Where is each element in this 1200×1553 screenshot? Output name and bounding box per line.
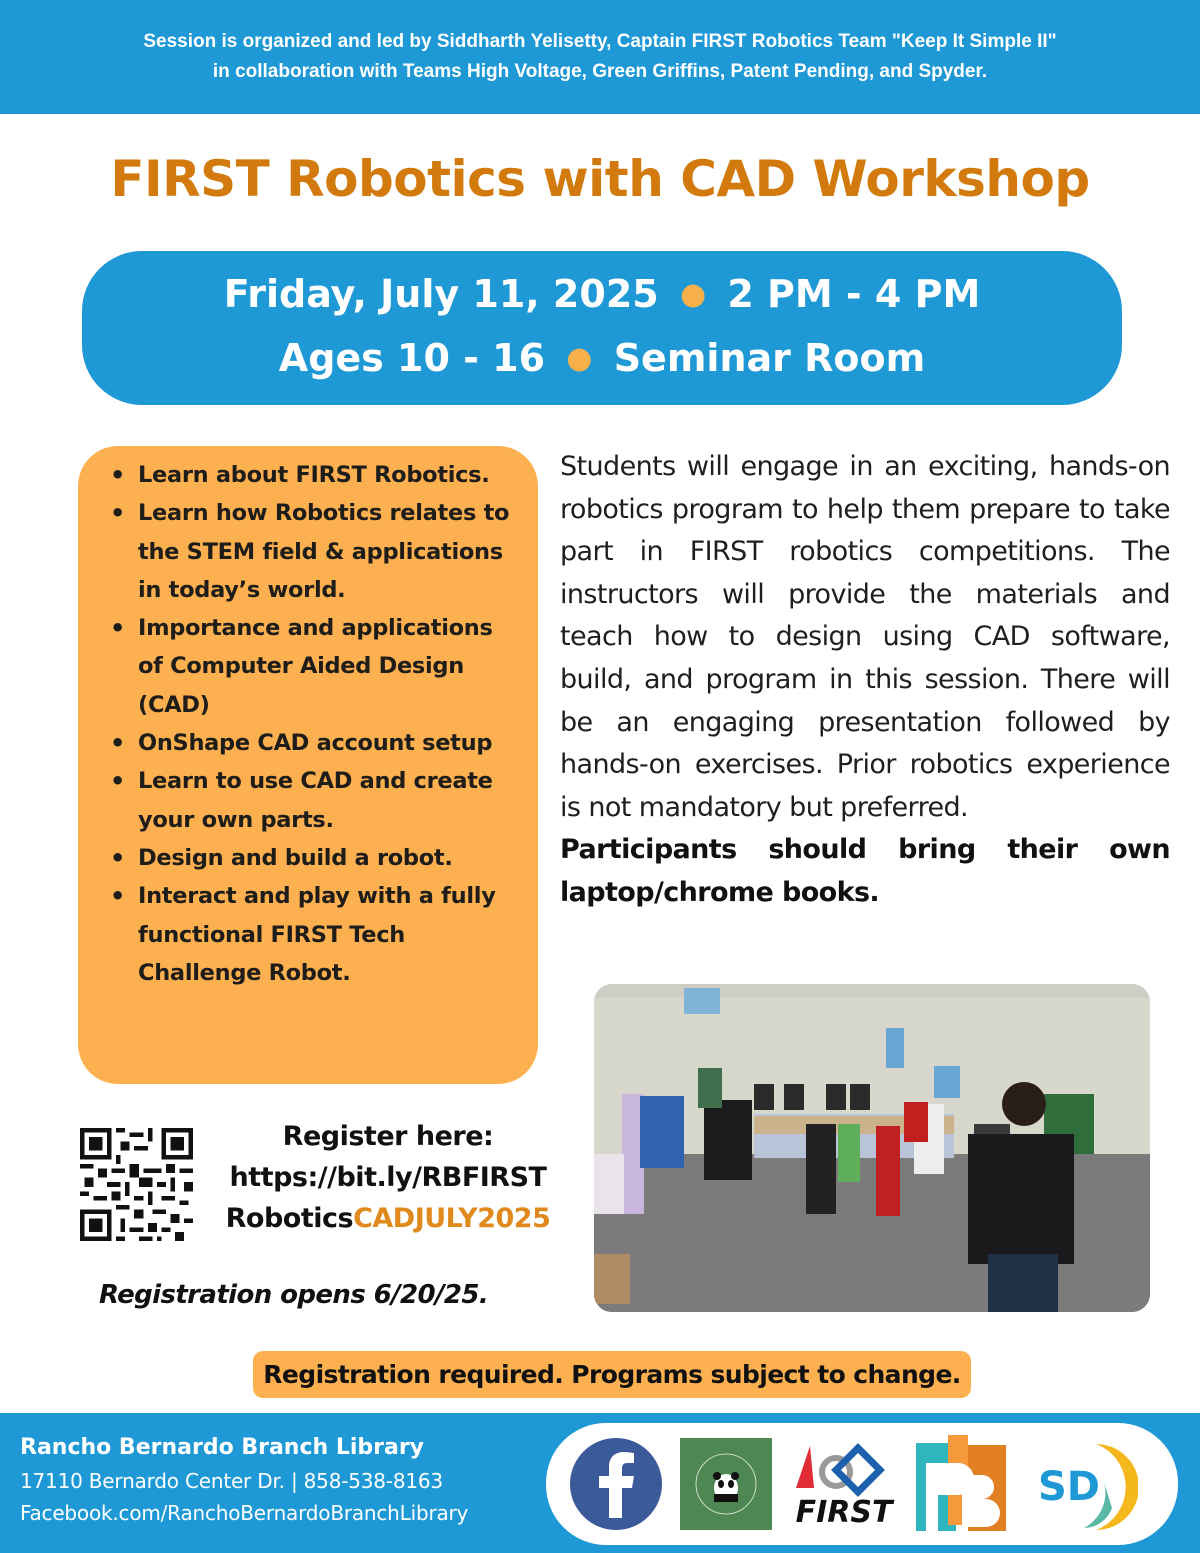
event-ages: Ages 10 - 16 [278, 336, 546, 380]
registration-notice: Registration required. Programs subject to change. [253, 1351, 971, 1398]
rb-library-logo-icon[interactable] [916, 1435, 1016, 1533]
event-time: 2 PM - 4 PM [727, 272, 981, 316]
topic-item: • Learn about FIRST Robotics. [108, 456, 524, 494]
library-name: Rancho Bernardo Branch Library [20, 1435, 425, 1460]
event-details-pill [82, 251, 1122, 405]
first-logo-text: FIRST [795, 1495, 893, 1530]
program-description [560, 446, 1170, 915]
library-facebook[interactable]: Facebook.com/RanchoBernardoBranchLibrary [20, 1501, 469, 1525]
register-label: Register here: [282, 1121, 494, 1152]
topics-box [78, 446, 538, 1084]
organizer-line-1: Session is organized and led by Siddharth Yelisetty, Captain FIRST Robotics Team "Keep It Simple II" [143, 31, 1057, 52]
keep-it-simple-team-logo-icon[interactable] [680, 1438, 772, 1530]
organizer-banner [0, 0, 1200, 114]
qr-code[interactable] [79, 1128, 194, 1241]
register-url-accent[interactable]: CADJULY2025 [353, 1203, 551, 1234]
first-logo-icon[interactable] [790, 1438, 898, 1530]
page-title: FIRST Robotics with CAD Workshop [110, 150, 1090, 208]
library-address-phone: 17110 Bernardo Center Dr. | 858-538-8163 [20, 1469, 443, 1493]
topic-item: • Importance and applications of Computer Aided Design (CAD) [108, 609, 524, 724]
description-body: Students will engage in an exciting, hands-on robotics program to help them prepare to take part in FIRST robotics competitions. The instructors will provide the materials and teach how to design using CAD software, build, and program in this session. There will be an engaging presentation followed by hands-on exercises. Prior robotics experience is not mandatory but preferred. [560, 451, 1170, 823]
registration-opens: Registration opens 6/20/25. [99, 1280, 489, 1310]
workshop-photo [594, 984, 1150, 1312]
event-location: Seminar Room [613, 336, 926, 380]
topic-item: • Design and build a robot. [108, 839, 524, 877]
register-url-line2[interactable] [216, 1198, 560, 1239]
sponsor-logos [546, 1423, 1178, 1545]
register-url-line1[interactable]: https://bit.ly/RBFIRST [229, 1162, 547, 1193]
topics-list [108, 456, 524, 992]
topic-item: • Interact and play with a fully functional FIRST Tech Challenge Robot. [108, 877, 524, 992]
sd-library-logo-icon[interactable] [1034, 1438, 1138, 1530]
event-date-time [224, 264, 981, 328]
photo-illustration [594, 984, 1150, 1312]
topic-item: • OnShape CAD account setup [108, 724, 524, 762]
bullet-dot-icon: ● [566, 341, 593, 376]
footer [0, 1413, 1200, 1553]
description-note: Participants should bring their own laptop/chrome books. [560, 834, 1170, 908]
sd-logo-text: SD [1038, 1464, 1101, 1510]
qr-code-icon [79, 1128, 194, 1241]
organizer-line-2: in collaboration with Teams High Voltage, Green Griffins, Patent Pending, and Spyder. [212, 61, 988, 82]
register-url-part[interactable]: Robotics [225, 1203, 354, 1234]
event-date: Friday, July 11, 2025 [223, 272, 659, 316]
topic-item: • Learn how Robotics relates to the STEM field & applications in today’s world. [108, 494, 524, 609]
bullet-dot-icon: ● [679, 277, 707, 312]
topic-item: • Learn to use CAD and create your own parts. [108, 762, 524, 839]
event-ages-location [279, 328, 925, 392]
library-info [20, 1431, 468, 1529]
register-info [216, 1116, 560, 1239]
facebook-logo-icon[interactable] [570, 1438, 662, 1530]
